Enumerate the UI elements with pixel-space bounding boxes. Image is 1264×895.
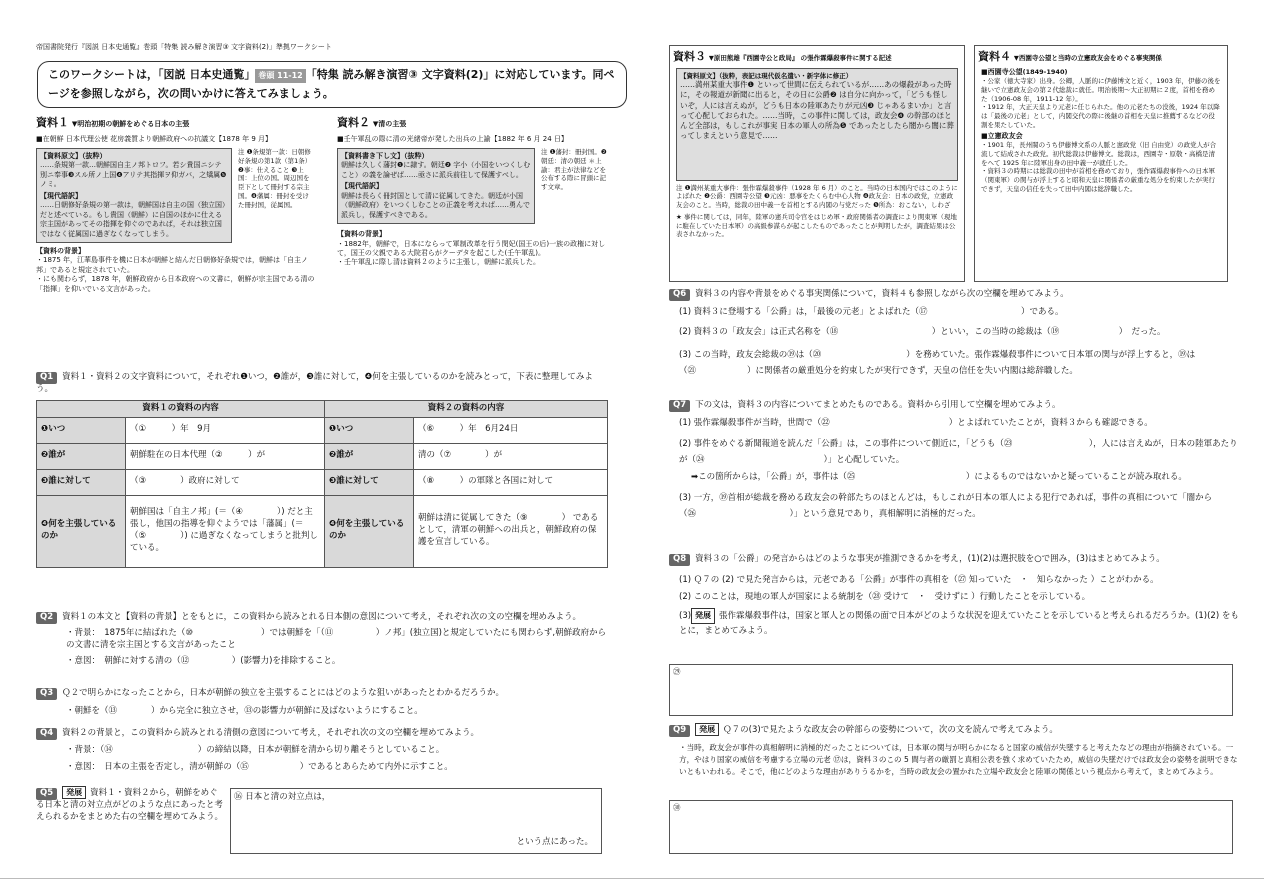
source1-orig-label: 【資料原文】（抜粋） xyxy=(40,152,107,161)
q5-text: 資料１・資料２から，朝鮮をめぐる日本と清の対立点がどのような点にあったと考えられるかをまとめた右の空欄を埋めてみよう。 xyxy=(36,788,224,822)
q7-item3[interactable]: (3) 一方，⑲首相が総裁を務める政友会の幹部たちのほとんどは，もしこれが日本の軍人による犯行であれば，事件の真相について「闇から（㉖ ）」という意見であり，真相解明に消極的だった。 xyxy=(679,492,1213,520)
source1-mod-text: ……日朝修好条規の第一款は，朝鮮国は自主の国（独立国）だと述べている。もし貴国（朝鮮）に自国のほかに仕える宗主国があってその指揮を仰ぐのであれば，それは独立国ではなく従属国に過ぎなくなってしまう。 xyxy=(40,201,226,238)
source4-bullet2: ・1912 年，大正天皇より元老に任じられた。他の元老たちの没後，1924 年以降は「最後の元老」として，内閣交代の際に後継の首相を天皇に推薦するなどの役割を果たしていた。 xyxy=(981,103,1220,129)
source3-title: 資料３ xyxy=(673,50,706,63)
q4 xyxy=(36,728,608,774)
q1-cell-input[interactable]: （⑥ ）年 6月24日 xyxy=(414,417,608,443)
q1-row-label: ❹何を主張しているのか xyxy=(325,495,414,567)
source3-star-note: ★ 事件に関しては，同年，陸軍の憲兵司令官をはじめ軍・政府関係者の調査により関東軍（現地に駐在していた日本軍）の高級参謀らが起こしたものであったことが判明したが，調査結果は公表されなかった。 xyxy=(676,212,957,239)
q1-cell-input[interactable]: （③ ）政府に対して xyxy=(126,469,325,495)
source3-text: ……満州某重大事件❶ といって世間に伝えられているが……あの爆殺があった時に，その報道が新聞に出ると，その日に公爵❷ は自分に向かって，「どうも怪しいぞ，人には言えぬが，どうも日本の陸軍あたりが元凶❸ じゃあるまいか」と言って心配しておられた。……当時，この事件に関しては，政友会❹ の幹部のほとんど全部は，もしこれが事実 日本の軍人の所為❺ であったとしたら闇から闇に葬ってしまえという意見で…… xyxy=(680,80,954,140)
q1-table xyxy=(36,400,608,568)
q7-item2[interactable]: (2) 事件をめぐる新聞報道を読んだ「公爵」は，この事件について側近に，「どうも（㉓ ），人には言えぬが，日本の陸軍あたりが（㉔ ）」と心配していた。 xyxy=(679,438,1238,465)
source2-textbox xyxy=(337,148,535,224)
q4-background[interactable]: ・背景：（⑭ ）の締結以降，日本が朝鮮を清から切り離そうとしていること。 xyxy=(66,744,445,755)
q1-cell-input[interactable]: （⑧ ）の軍隊と各国に対して xyxy=(414,469,608,495)
q1-cell-input[interactable]: 清の（⑦ ）が xyxy=(414,443,608,469)
source2 xyxy=(337,115,607,268)
source2-subtitle: ▼清の主張 xyxy=(372,120,407,128)
q3-badge: Q3 xyxy=(36,688,57,700)
q7 xyxy=(669,400,1239,522)
source4 xyxy=(974,45,1228,282)
q1-cell-input[interactable]: 朝鮮は清に従属してきた（⑨ ） であるとして，清軍の朝鮮への出兵と，朝鮮政府の保護を宣言している。 xyxy=(414,495,608,567)
source1-orig-text: ……条規第一款…朝鮮国自主ノ邦トロフ。若シ貴国ニシテ別ニ奉事❸スル所ノ上国❹アリテ其指揮ヲ仰ガバ，之矯属❺ノミ。 xyxy=(40,161,227,189)
q7-arrow-note[interactable]: ➡この箇所からは，「公爵」が，事件は（㉕ ）によるものではないかと疑っていることが読み取れる。 xyxy=(691,472,1187,483)
source2-orig-label: 【資料書き下し文】（抜粋） xyxy=(341,152,429,161)
q5-tag: 発展 xyxy=(62,786,86,799)
q6-badge: Q6 xyxy=(669,289,690,301)
q3-text: Ｑ２で明らかになったことから，日本が朝鮮の独立を主張することにはどのような狙いがあったとわかるだろうか。 xyxy=(62,688,505,698)
q6 xyxy=(669,289,1239,379)
q3 xyxy=(36,688,608,718)
q8-badge: Q8 xyxy=(669,554,690,566)
q3-answer[interactable]: ・朝鮮を（⑬ ）から完全に独立させ，⑬の影響力が朝鮮に及ばないようにすること。 xyxy=(66,705,423,716)
source3-subtitle: ▼原田熊雄『西園寺公と政局』 の張作霖爆殺事件に関する記述 xyxy=(708,54,892,62)
source1-title: 資料１ xyxy=(36,116,69,129)
q9-tag: 発展 xyxy=(695,723,719,736)
q2-background[interactable]: ・背景： 1875年に結ばれた（⑩ ）では朝鮮を「（⑪ ）ノ邦」(独立国)と規定していたにも関わらず,朝鮮政府からの文書に清を宗主国とする文言があったこと xyxy=(66,627,607,650)
source4-heading1-years: (1849-1940) xyxy=(1022,67,1068,76)
source1-bg2: ・にも関わらず，1878 年，朝鮮政府から日本政府への文書に，朝鮮が宗主国である清の「指揮」を仰いでいる文言があった。 xyxy=(36,275,315,293)
q7-text: 下の文は，資料３の内容についてまとめたものである。資料から引用して空欄を埋めてみよう。 xyxy=(695,400,1061,410)
q9-badge: Q9 xyxy=(669,725,690,737)
intro-pre: このワークシートは，「図説 日本史通覧」 xyxy=(48,68,256,81)
q1-row-label: ❷誰が xyxy=(37,443,126,469)
q6-item1[interactable]: (1) 資料３に登場する「公爵」は，「最後の元老」とよばれた（⑰ ）である。 xyxy=(679,306,1064,317)
q9-text: Ｑ７の(3)で見たような政友会の幹部らの姿勢について，次の文を読んで考えてみよう。 xyxy=(723,725,1058,735)
q2-intent[interactable]: ・意図： 朝鮮に対する清の（⑫ ）(影響力)を排除すること。 xyxy=(66,655,341,666)
q6-text: 資料３の内容や背景をめぐる事実関係について，資料４も参照しながら次の空欄を埋めてみよう。 xyxy=(695,289,1069,299)
source2-lead: ■壬午軍乱の際に清の光緒帝が発した出兵の上諭【1882 年 6 月 24 日】 xyxy=(337,134,568,143)
q8-text: 資料３の「公爵」の発言からはどのような事実が推測できるかを考え，(1)(2)は選択肢を○で囲み，(3)はまとめてみよう。 xyxy=(695,554,1165,564)
source3-note: 注 ❶満州某重大事件：張作霖爆殺事件（1928 年 6 月）のこと。当時の日本国内ではこのようによばれた ❷公爵：西園寺公望 ❸元凶：悪事をたくらむ中心人物 ❹政友会：日本の政党，立憲政友会のこと。当時，総裁の田中義一を首相とする内閣の与党だった ❺所為：おこない，しわざ xyxy=(676,183,958,210)
source4-heading2: ■立憲政友会 xyxy=(981,131,1023,140)
q5-badge: Q5 xyxy=(36,788,57,800)
q9-answer-box[interactable]: ㉚ xyxy=(669,800,1233,854)
q8 xyxy=(669,554,1239,640)
intro-box xyxy=(37,61,627,108)
q5-box-lead: ⑯ 日本と清の対立点は， xyxy=(234,792,331,802)
source2-bg2: ・壬午軍乱に際し清は資料２のように主張し，朝鮮に派兵した。 xyxy=(337,258,540,267)
q4-badge: Q4 xyxy=(36,728,57,740)
q1-text: 資料１・資料２の文字資料について，それぞれ❶いつ，❷誰が，❸誰に対して，❹何を主張しているのかを読みとって，下表に整理してみよう。 xyxy=(36,372,593,394)
source1-bg1: ・1875 年，江華島事件を機に日本が朝鮮と結んだ日朝修好条規では，朝鮮は「自主ノ邦」であると規定されていた。 xyxy=(36,256,309,274)
source1 xyxy=(36,115,316,294)
source2-bg-label: 【資料の背景】 xyxy=(337,230,386,239)
source4-subtitle: ▼西園寺公望と当時の立憲政友会をめぐる事実関係 xyxy=(1013,54,1162,62)
q1-col1: 資料１の資料の内容 xyxy=(37,400,325,417)
q5 xyxy=(36,786,226,824)
q2-badge: Q2 xyxy=(36,612,57,624)
source3 xyxy=(669,45,965,282)
q1 xyxy=(36,372,608,568)
source2-bg1: ・1882年，朝鮮で，日本にならって軍制改革を行う閔妃(国王の后)一族の政権に対して，国王の父親である大院君らがクーデタを起こした(壬午軍乱)。 xyxy=(337,239,606,257)
q2-text: 資料１の本文と【資料の背景】とをもとに，この資料から読みとれる日本側の意図について考え，それぞれ次の文の空欄を埋めみよう。 xyxy=(62,612,581,622)
q1-row-label: ❹何を主張しているのか xyxy=(37,495,126,567)
intro-post: 「特集 読み解き演習③ 文字資料(2)」に対応しています。同ページを参照しながら，次の問いかけに答えてみましょう。 xyxy=(48,68,615,100)
source4-heading1: ■西園寺公望 xyxy=(981,67,1023,76)
q5-box-tail: という点にあった。 xyxy=(516,837,593,848)
source4-bullet4: ・資料３の時期には総裁の田中が首相を務めており，張作霖爆殺事件への日本軍（関東軍）の関与が浮上すると昭和天皇に関係者の厳重な処分を約束したが実行できず，天皇の信任を失って田中内閣は総辞職した。 xyxy=(981,167,1215,193)
source1-bg-label: 【資料の背景】 xyxy=(36,246,85,255)
source1-subtitle: ▼明治初期の朝鮮をめぐる日本の主張 xyxy=(71,120,190,128)
source4-bullet1: ・公家（徳大寺家）出身。公卿，人脈的に伊藤博文と近く，1903 年，伊藤の後を継いで立憲政友会の第２代総裁に就任。明治後期〜大正初期に２度，首相を務めた（1906-08 年，1911-12 年）。 xyxy=(981,77,1221,103)
q7-badge: Q7 xyxy=(669,400,690,412)
source4-bullet3: ・1901 年，長州閥のうち伊藤博文系の人脈と憲政党（旧 自由党）の政党人が合流して結成された政党。初代総裁は伊藤博文。総裁は，西園寺・原敬・高橋是清をへて 1925 年に陸軍出身の田中義一が就任した。 xyxy=(981,141,1217,167)
q1-badge: Q1 xyxy=(36,372,57,384)
source1-mod-label: 【現代語訳】 xyxy=(40,191,82,200)
q8-item3-number: (3) xyxy=(679,610,692,621)
q1-cell-input[interactable]: 朝鮮駐在の日本代理（② ）が xyxy=(126,443,325,469)
q8-item2-choice[interactable]: (2) このことは，現地の軍人が国家による統制を（㉘ 受けて ・ 受けずに ）行動したことを示している。 xyxy=(679,592,1091,603)
q8-answer-box[interactable]: ㉙ xyxy=(669,664,1233,716)
source3-orig-label: 【資料原文】（抜粋，表記は現代仮名遣い・新字体に修正） xyxy=(680,71,853,80)
q4-text: 資料２の背景と，この資料から読みとれる清側の意図について考え，それぞれ次の文の空欄を埋めてみよう。 xyxy=(62,728,479,738)
q1-cell-input[interactable]: （① ）年 9月 xyxy=(126,417,325,443)
page-divider xyxy=(0,878,1264,879)
q2 xyxy=(36,612,608,668)
q9-passage: ・当時，政友会が事件の真相解明に消極的だったことについては，日本軍の関与が明らかになると国家の威信が失墜すると考えたなどの理由が指摘されている。一方，やはり国家の威信を考慮する立場の元老 ⑰は，資料３のこの 5 間与者の厳罰と真相公表を強く求めていたため，威信の失墜だけでは政友会の姿勢を説明できないともいわれる。そこで，他にどのような理由がありうるかを，当時の政友会の置かれた立場や政友会と陸軍の関係という視点から考えて，まとめてみよう。 xyxy=(679,742,1238,777)
source2-orig-text: 朝鮮は久しく藩封❶に隷す。朝廷❷ 字小（小国をいつくしむこと）の義を論ぜば……亟さに派兵前往して保護すべし。 xyxy=(341,161,531,179)
q9 xyxy=(669,723,1239,778)
source1-note: 注 ❶条規第一款：日朝修好条規の第1款（第1条）❷事：仕えること ❸上国：上位の国。周辺国を臣下として冊封する宗主国。❹藩属：冊封を受けた冊封国，従属国。 xyxy=(238,148,312,209)
q8-tag: 発展 xyxy=(691,608,715,624)
source1-lead: ■在朝鮮 日本代理公使 花房義質より朝鮮政府への抗議文【1878 年 9 月】 xyxy=(36,134,273,143)
q6-item2[interactable]: (2) 資料３の「政友会」は正式名称を（⑱ ）といい，この当時の総裁は（⑲ ） だった。 xyxy=(679,326,1166,337)
q1-row-label: ❸誰に対して xyxy=(37,469,126,495)
q6-item3[interactable]: (3) この当時，政友会総裁の⑲は（⑳ ）を務めていた。張作霖爆殺事件について日本軍の関与が浮上すると，⑲は（㉑ ）に関係者の厳重処分を約束したが実行できず，天皇の信任を失い内閣は総辞職した。 xyxy=(679,349,1196,376)
source4-title: 資料４ xyxy=(978,50,1011,63)
q1-row-label: ❶いつ xyxy=(325,417,414,443)
q1-col2: 資料２の資料の内容 xyxy=(325,400,608,417)
source1-textbox xyxy=(36,148,232,243)
source2-title: 資料２ xyxy=(337,116,370,129)
q7-item1[interactable]: (1) 張作霖爆殺事件が当時，世間で（㉒ ）とよばれていたことが，資料３からも確認できる。 xyxy=(679,417,1153,428)
q1-row-label: ❶いつ xyxy=(37,417,126,443)
q1-cell-input[interactable]: 朝鮮国は「自主ノ邦」(＝（④ ）) だと主張し，他国の指導を仰ぐようでは「藩属」(＝（⑤ ）) に過ぎなくなってしまうと批判している。 xyxy=(126,495,325,567)
q8-item3: 張作霖爆殺事件は，国家と軍人との関係の面で日本がどのような状況を迎えていたことを示していると考えられるだろうか。(1)(2) をもとに，まとめてみよう。 xyxy=(679,610,1239,637)
q4-intent[interactable]: ・意図： 日本の主張を否定し，清が朝鮮の（⑮ ）であるとあらためて内外に示すこと。 xyxy=(66,761,453,772)
source2-mod-label: 【現代語訳】 xyxy=(341,182,383,191)
q8-item1-choice[interactable]: (1) Ｑ７の (2) で見た発言からは，元老である「公爵」が事件の真相を（㉗ 知っていた ・ 知らなかった ）ことがわかる。 xyxy=(679,574,1159,585)
q5-answer-box[interactable] xyxy=(230,788,602,854)
q1-row-label: ❷誰が xyxy=(325,443,414,469)
source2-mod-text: 朝鮮は長らく冊封国として清に従属してきた。朝廷が小国（朝鮮政府）をいつくしむことの正義を考えれば……勇んで派兵し，保護すべきである。 xyxy=(341,191,530,219)
source2-note: 注 ❶藩封：冊封国。❷朝廷：清の朝廷 ＊上諭：君主が法律などを公布する際に冒頭に記す文章。 xyxy=(541,148,607,192)
source3-textbox xyxy=(676,68,958,181)
q1-row-label: ❸誰に対して xyxy=(325,469,414,495)
page-reference: 巻頭 11-12 xyxy=(255,69,305,83)
page-header: 帝国書院発行『図説 日本史通覧』巻頭「特集 読み解き演習③ 文字資料(2)」準拠ワークシート xyxy=(36,43,332,51)
